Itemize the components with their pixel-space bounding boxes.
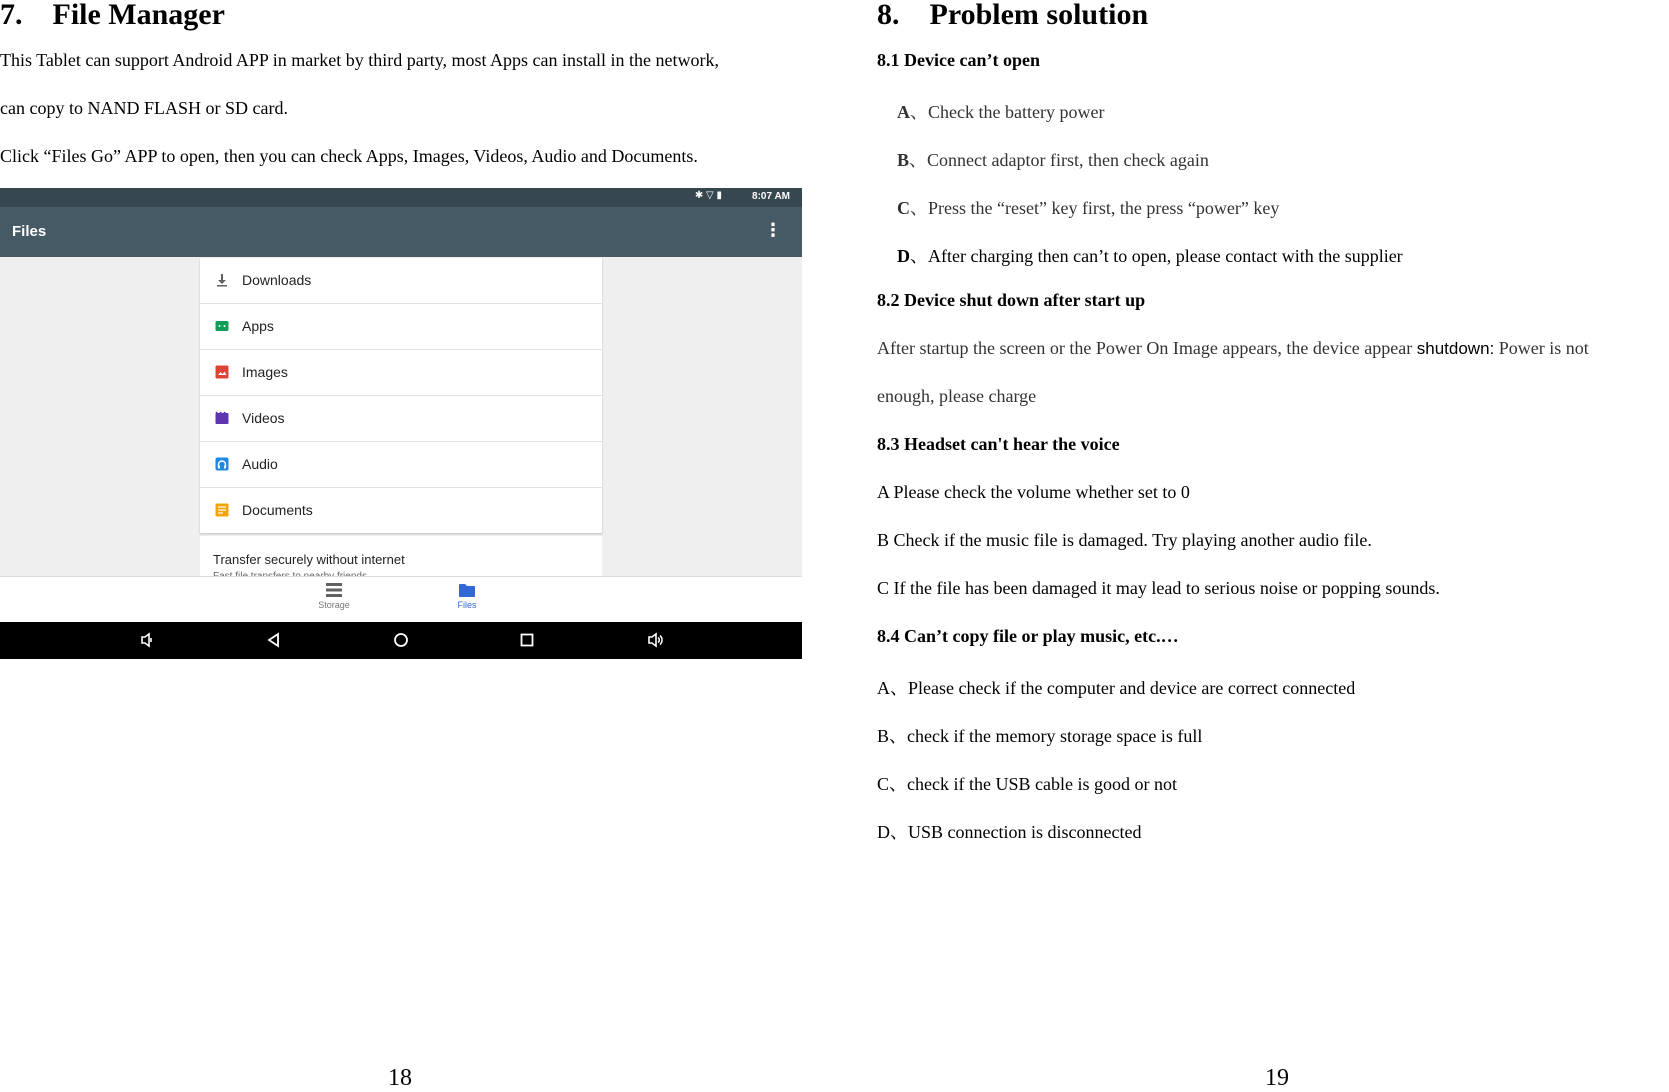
list-item [897,194,1279,220]
list-item-label: Downloads [242,272,312,288]
files-app-screenshot [0,188,802,659]
item-separator: 、 [910,198,928,218]
paragraph-line [877,338,1589,359]
app-title: Files [12,223,47,240]
list-item-label: Documents [242,502,313,518]
nav-storage-label: Storage [318,600,350,610]
nav-files[interactable] [437,583,497,610]
paragraph-line: This Tablet can support Android APP in market by third party, most Apps can install in the network, [0,50,719,70]
item-text: After charging then can’t to open, please contact with the supplier [928,246,1403,266]
status-bar [0,188,802,207]
heading-number: 8. [877,0,900,31]
list-item: C If the file has been damaged it may lead to serious noise or popping sounds. [877,578,1440,598]
system-navigation-bar [0,622,802,659]
list-item: A、Please check if the computer and device are correct connected [877,678,1356,698]
list-item [897,146,1209,172]
card-title: Transfer securely without internet [213,552,405,567]
text-span: shutdown: [1416,339,1495,358]
list-item-downloads[interactable] [200,258,602,304]
list-item-audio[interactable] [200,442,602,488]
storage-icon [326,583,342,597]
list-item-documents[interactable] [200,488,602,533]
bottom-navigation [0,576,802,623]
paragraph-line: Click “Files Go” APP to open, then you can check Apps, Images, Videos, Audio and Documents. [0,146,698,166]
subsection-title: 8.1 Device can’t open [877,50,1040,70]
list-item-videos[interactable] [200,396,602,442]
list-item-label: Apps [242,318,274,334]
page-number: 18 [388,1065,412,1091]
subsection-title: 8.3 Headset can't hear the voice [877,434,1120,454]
item-text: Connect adaptor first, then check again [927,150,1209,170]
status-time: 8:07 AM [752,191,790,202]
section-heading-problem-solution [877,0,1148,32]
more-options-icon[interactable]: ⋮ [764,220,782,240]
list-item: C、check if the USB cable is good or not [877,774,1177,794]
video-icon [215,411,229,425]
android-icon [215,319,229,333]
page-number: 19 [1265,1065,1289,1091]
list-item-images[interactable] [200,350,602,396]
back-icon[interactable] [265,631,283,649]
volume-up-icon[interactable] [647,631,665,649]
heading-text: Problem solution [929,0,1149,31]
text-span: Power is not [1494,338,1589,358]
paragraph-line: enough, please charge [877,386,1037,406]
bluetooth-wifi-icons: ✱ ▽ ▮ [694,190,722,201]
list-item-label: Audio [242,456,278,472]
category-list [200,258,602,533]
list-item-label: Videos [242,410,285,426]
list-item [897,98,1104,124]
image-icon [215,365,229,379]
list-item [897,242,1403,268]
text-span: After startup the screen or the Power On Image appears, the device appear [877,338,1417,358]
list-item: B Check if the music file is damaged. Try playing another audio file. [877,530,1372,550]
subsection-title: 8.2 Device shut down after start up [877,290,1146,310]
list-item-apps[interactable] [200,304,602,350]
item-separator: 、 [910,102,928,122]
section-heading-file-manager [0,0,225,32]
item-text: Press the “reset” key first, the press “power” key [928,198,1280,218]
volume-down-icon[interactable] [139,631,157,649]
item-letter: D [897,246,910,266]
item-text: Check the battery power [928,102,1105,122]
home-icon[interactable] [392,631,410,649]
list-item: A Please check the volume whether set to 0 [877,482,1190,502]
list-item-label: Images [242,364,288,380]
download-icon [215,273,229,287]
recents-icon[interactable] [518,631,536,649]
list-item: D、USB connection is disconnected [877,822,1142,842]
item-separator: 、 [909,150,928,170]
item-separator: 、 [910,246,928,266]
document-icon [215,503,229,517]
item-letter: B [897,150,910,170]
subsection-title: 8.4 Can’t copy file or play music, etc.… [877,626,1179,646]
headphones-icon [215,457,229,471]
item-letter: A [897,102,910,122]
list-item: B、check if the memory storage space is full [877,726,1203,746]
paragraph-line: can copy to NAND FLASH or SD card. [0,98,288,118]
item-letter: C [897,198,910,218]
app-bar [0,207,802,257]
folder-icon [459,583,475,597]
nav-files-label: Files [457,600,477,610]
heading-number: 7. [0,0,23,31]
nav-storage[interactable] [304,583,364,610]
heading-text: File Manager [52,0,225,31]
